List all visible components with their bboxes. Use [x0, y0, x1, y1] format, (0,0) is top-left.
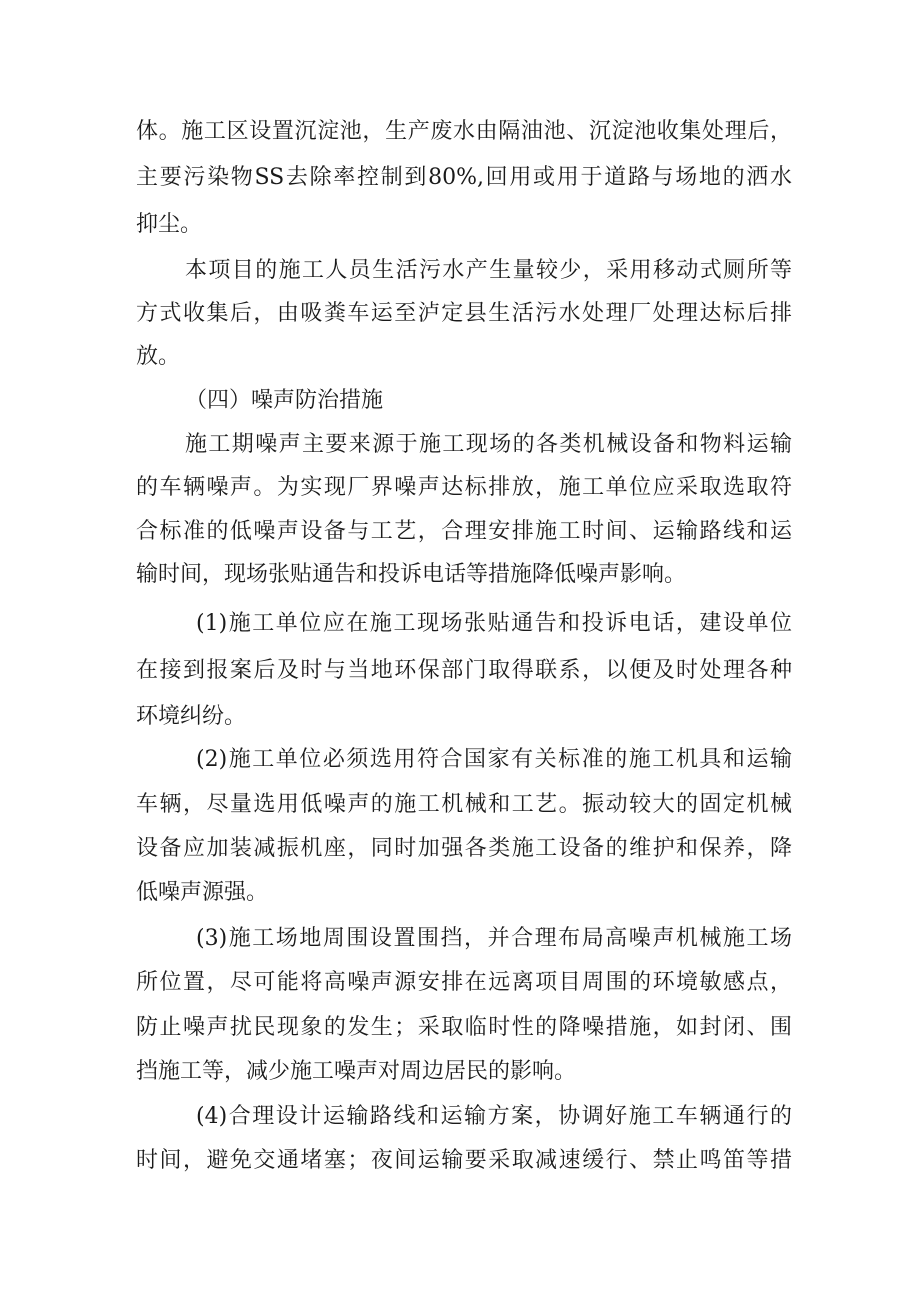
text-line: 抑尘。 — [136, 212, 203, 237]
text-line: 低噪声源强。 — [136, 880, 269, 905]
text-line: 车辆，尽量选用低噪声的施工机械和工艺。振动较大的固定机械 — [136, 792, 792, 817]
text-line: 输时间，现场张贴通告和投诉电话等措施降低噪声影响。 — [136, 562, 687, 587]
text-line: 时间，避免交通堵塞；夜间运输要采取减速缓行、禁止鸣笛等措 — [136, 1148, 792, 1173]
text-line: 体。施工区设置沉淀池，生产废水由隔油池、沉淀池收集处理后， — [136, 119, 792, 144]
text-line: 方式收集后，由吸粪车运至泸定县生活污水处理厂处理达标后排 — [136, 301, 792, 326]
list-item-line: (3)施工场地周围设置围挡，并合理布局高噪声机械施工场 — [196, 926, 792, 951]
text-line: 防止噪声扰民现象的发生；采取临时性的降噪措施，如封闭、围 — [136, 1015, 792, 1040]
list-item-line: (2)施工单位必须选用符合国家有关标准的施工机具和运输 — [196, 747, 792, 772]
text-line: 主要污染物SS去除率控制到80%,回用或用于道路与场地的洒水 — [136, 165, 792, 190]
text-line: 本项目的施工人员生活污水产生量较少，采用移动式厕所等 — [185, 258, 792, 283]
text-line: 环境纠纷。 — [136, 704, 247, 729]
list-item-line: (1)施工单位应在施工现场张贴通告和投诉电话，建设单位 — [196, 611, 792, 636]
text-line: 所位置，尽可能将高噪声源安排在远离项目周围的环境敏感点， — [136, 970, 792, 995]
list-item-line: (4)合理设计运输路线和运输方案，协调好施工车辆通行的 — [196, 1104, 792, 1129]
text-line: 放。 — [136, 344, 181, 369]
section-heading: （四）噪声防治措施 — [185, 388, 384, 413]
text-line: 挡施工等，减少施工噪声对周边居民的影响。 — [136, 1059, 577, 1084]
text-line: 施工期噪声主要来源于施工现场的各类机械设备和物料运输 — [185, 432, 792, 457]
text-line: 合标准的低噪声设备与工艺，合理安排施工时间、运输路线和运 — [136, 519, 792, 544]
text-line: 在接到报案后及时与当地环保部门取得联系，以便及时处理各种 — [136, 658, 792, 683]
text-line: 的车辆噪声。为实现厂界噪声达标排放，施工单位应采取选取符 — [136, 475, 792, 500]
text-line: 设备应加装减振机座，同时加强各类施工设备的维护和保养，降 — [136, 836, 792, 861]
